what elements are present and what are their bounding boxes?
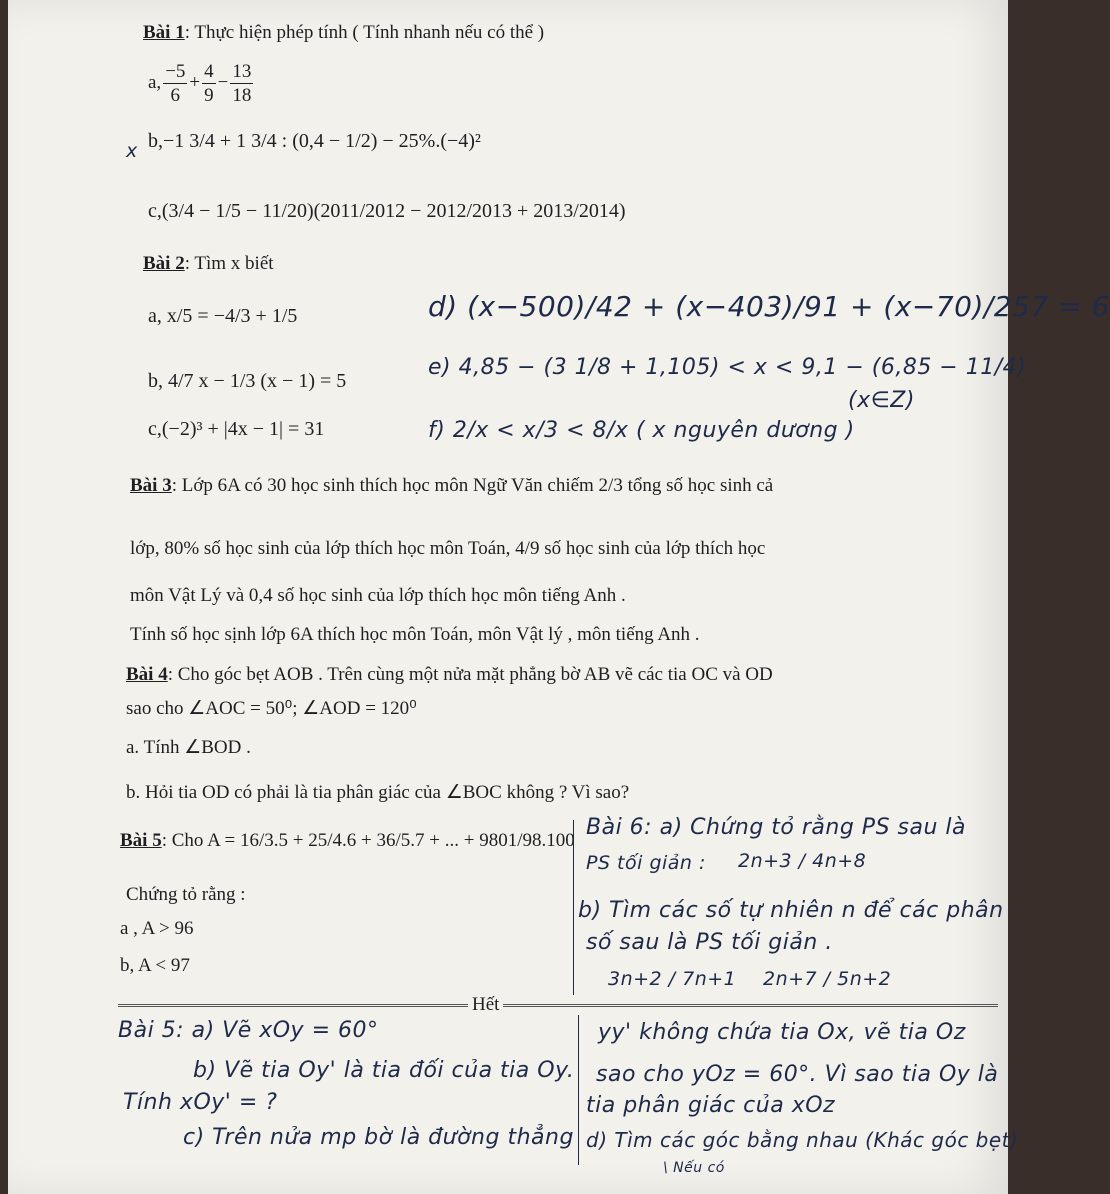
bai1-a xyxy=(148,62,255,105)
bottom-divider xyxy=(578,1015,579,1165)
bai4-title: Bài 4 xyxy=(126,664,168,685)
bai5-line4: b, A < 97 xyxy=(120,955,190,976)
bai6-fraction: 2n+3 / 4n+8 xyxy=(738,850,867,872)
bai2-f-handwritten: f) 2/x < x/3 < 8/x ( x nguyên dương ) xyxy=(428,418,855,443)
bai2-a: a, x/5 = −4/3 + 1/5 xyxy=(148,305,298,327)
bai1-b: b,−1 3/4 + 1 3/4 : (0,4 − 1/2) − 25%.(−4)² xyxy=(148,130,481,152)
denominator: 18 xyxy=(232,85,252,106)
bai4-line2: sao cho ∠AOC = 50⁰; ∠AOD = 120⁰ xyxy=(126,698,417,719)
bai5b-line2: b) Vẽ tia Oy' là tia đối của tia Oy. xyxy=(193,1058,575,1083)
bai5b-line3: Tính xOy' = ? xyxy=(123,1090,278,1115)
op-minus: − xyxy=(217,71,229,93)
bai2-d-handwritten: d) (x−500)/42 + (x−403)/91 + (x−70)/257 = 6 xyxy=(428,290,1110,323)
numerator: −5 xyxy=(165,61,186,82)
bai4-line4: b. Hỏi tia OD có phải là tia phân giác của ∠BOC không ? Vì sao? xyxy=(126,782,630,803)
fraction xyxy=(202,62,216,105)
bai2-e-note: (x∈Z) xyxy=(848,388,915,413)
bai1-desc: : Thực hiện phép tính ( Tính nhanh nếu có thể ) xyxy=(184,22,545,43)
right-line4: d) Tìm các góc bằng nhau (Khác góc bẹt) xyxy=(586,1128,1019,1152)
right-line1: yy' không chứa tia Ox, vẽ tia Oz xyxy=(598,1020,966,1045)
right-line2: sao cho yOz = 60°. Vì sao tia Oy là xyxy=(596,1062,999,1087)
bai3-title: Bài 3 xyxy=(130,475,172,496)
denominator: 6 xyxy=(170,85,181,106)
bai2-b: b, 4/7 x − 1/3 (x − 1) = 5 xyxy=(148,370,347,392)
bai6-line1: Bài 6: a) Chứng tỏ rằng PS sau là xyxy=(586,815,966,840)
bai5-line2: Chứng tỏ rằng : xyxy=(126,884,246,905)
bai5-line1-text: : Cho A = 16/3.5 + 25/4.6 + 36/5.7 + ... + 9801/98.100 xyxy=(161,830,575,851)
fraction xyxy=(230,62,253,105)
bai3-line4: Tính số học sịnh lớp 6A thích học môn Toán, môn Vật lý , môn tiếng Anh . xyxy=(130,624,700,645)
fraction xyxy=(163,62,187,105)
numerator: 4 xyxy=(204,61,214,82)
bai6-line2: PS tối giản : xyxy=(586,852,706,874)
bai4-line1 xyxy=(126,664,773,686)
bai5-line3: a , A > 96 xyxy=(120,918,194,939)
bai6-line4: số sau là PS tối giản . xyxy=(586,930,833,955)
bai2-desc: : Tìm x biết xyxy=(184,253,274,274)
right-line5: \ Nếu có xyxy=(663,1160,725,1176)
bai6-frac2: 2n+7 / 5n+2 xyxy=(763,968,892,990)
bai5-title: Bài 5 xyxy=(120,830,162,851)
worksheet-paper xyxy=(8,0,1110,1194)
bai4-line1-text: : Cho góc bẹt AOB . Trên cùng một nửa mặt phẳng bờ AB vẽ các tia OC và OD xyxy=(167,664,773,685)
bai5-line1 xyxy=(120,830,575,852)
bai5b-line4: c) Trên nửa mp bờ là đường thẳng xyxy=(183,1125,574,1150)
bai3-line1 xyxy=(130,475,773,497)
bai4-line3: a. Tính ∠BOD . xyxy=(126,737,251,758)
op-plus: + xyxy=(189,71,201,93)
numerator: 13 xyxy=(232,61,252,82)
bai6-box-border xyxy=(573,820,574,995)
end-text: Hết xyxy=(468,994,503,1016)
bai1-heading xyxy=(143,22,544,44)
bai2-c: c,(−2)³ + |4x − 1| = 31 xyxy=(148,418,325,440)
bai2-heading xyxy=(143,253,274,275)
bai5b-line1: Bài 5: a) Vẽ xOy = 60° xyxy=(118,1018,379,1043)
bai6-frac1: 3n+2 / 7n+1 xyxy=(608,968,737,990)
bai6-line3: b) Tìm các số tự nhiên n để các phân xyxy=(578,898,1004,923)
right-line3: tia phân giác của xOz xyxy=(586,1093,836,1118)
end-rule xyxy=(118,1004,998,1007)
bai3-line1-text: : Lớp 6A có 30 học sinh thích học môn Ngữ Văn chiếm 2/3 tổng số học sinh cả xyxy=(171,475,774,496)
bai2-e-handwritten: e) 4,85 − (3 1/8 + 1,105) < x < 9,1 − (6,85 − 11/4) xyxy=(428,355,1027,380)
bai3-line2: lớp, 80% số học sinh của lớp thích học môn Toán, 4/9 số học sinh của lớp thích học xyxy=(130,538,766,559)
denominator: 9 xyxy=(204,85,214,106)
bai1-a-prefix: a, xyxy=(148,71,162,93)
bai1-b-mark: x xyxy=(126,140,138,162)
bai1-title: Bài 1 xyxy=(143,22,185,43)
bai3-line3: môn Vật Lý và 0,4 số học sinh của lớp thích học môn tiếng Anh . xyxy=(130,585,626,606)
bai1-c: c,(3/4 − 1/5 − 11/20)(2011/2012 − 2012/2013 + 2013/2014) xyxy=(148,200,626,222)
bai2-title: Bài 2 xyxy=(143,253,185,274)
